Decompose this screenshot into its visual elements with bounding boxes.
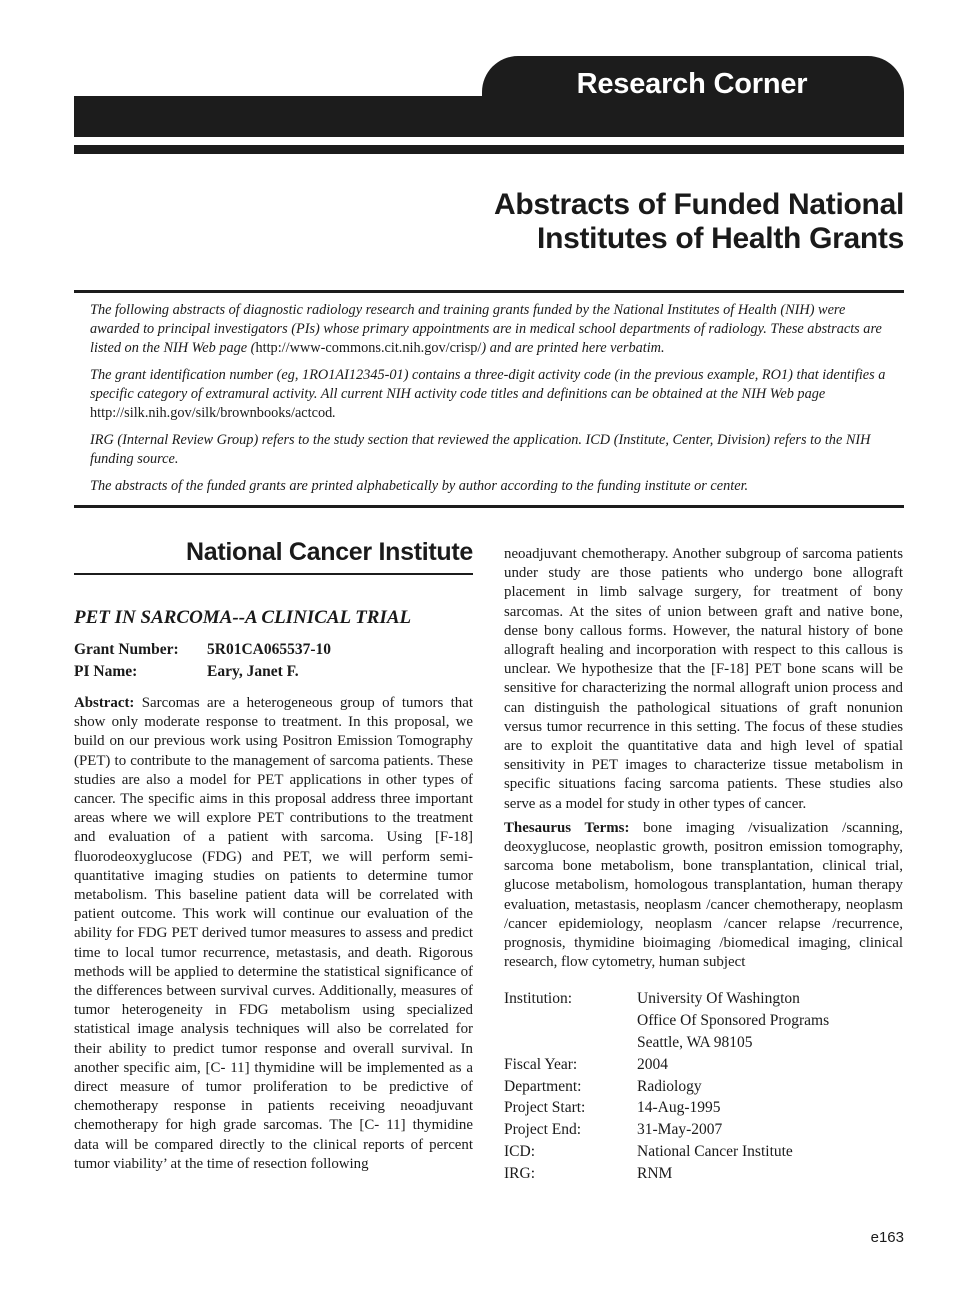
intro-paragraph-2	[90, 366, 890, 423]
fiscal-year-label: Fiscal Year:	[504, 1055, 578, 1073]
institution-row-2	[504, 1010, 903, 1032]
project-end-value: 31-May-2007	[637, 1121, 723, 1139]
institution-line-1: University Of Washington	[637, 990, 800, 1008]
fiscal-year-value: 2004	[637, 1055, 668, 1073]
intro-top-rule	[74, 290, 904, 293]
intro-paragraph-1	[90, 301, 890, 358]
intro-text: .	[332, 405, 336, 421]
page-title	[344, 188, 904, 256]
institution-line-2: Office Of Sponsored Programs	[637, 1012, 830, 1030]
section-title: Research Corner	[576, 68, 808, 100]
department-value: Radiology	[637, 1077, 702, 1095]
grant-number-row	[74, 639, 473, 661]
project-start-label: Project Start:	[504, 1099, 586, 1117]
abstract-body-left: Sarcomas are a heterogeneous group of tumors that show only moderate response to treatment. In this proposal, we build on our previous work using Positron Emission Tomography (PET) to contribute to the management of sarcoma patients. These studies are also a model for PET applications in other types of cancer. The specific aims in this proposal address three important areas where we will explore PET contributions to the treatment and evaluation of a patient with sarcoma. Using [F-18] fluorodeoxyglucose (FDG) and PET, we will perform semi-quantitative imaging studies on patients to determine tumor metabolism. This baseline patient data will be correlated with patient outcome. This work will continue our evaluation of the ability for FDG PET derived tumor measures to assess and predict time to local tumor recurrence, metastasis, and death. Rigorous methods will be applied to determine the statistical significance of the differences between survival curves. Additionally, measures of tumor heterogeneity in FDG metabolism using specialized statistical image analysis techniques will also be correlated for their ability to predict tumor response and overall survival. In another specific aim, [C- 11] thymidine will be implemented as a direct measure of tumor proliferation to be predictive of chemotherapy response in patients receiving neoadjuvant chemotherapy for high grade sarcomas. The [C- 11] thymidine data will be compared directly to the clinical reports of percent tumor viability’ at the time of resection following	[74, 695, 473, 1172]
intro-paragraph-3: IRG (Internal Review Group) refers to the study section that reviewed the application. ICD (Institute, Center, Division) refers to the NIH funding source.	[90, 432, 871, 467]
project-end-label: Project End:	[504, 1121, 582, 1139]
department-label: Department:	[504, 1077, 582, 1095]
department-row	[504, 1076, 903, 1098]
project-start-value: 14-Aug-1995	[637, 1099, 721, 1117]
institution-label: Institution:	[504, 990, 573, 1008]
right-column	[504, 545, 903, 1185]
pi-name-label: PI Name:	[74, 662, 138, 680]
intro-text: The grant identification number (eg, 1RO1AI12345-01) contains a three-digit activity code (in the previous example, RO1) that identifies a specific category of extramural activity. All current NIH activity code titles and definitions can be obtained at the NIH Web page	[90, 367, 886, 402]
project-start-row	[504, 1097, 903, 1119]
icd-label: ICD:	[504, 1143, 535, 1161]
intro-box	[90, 301, 890, 504]
abstract-label: Abstract:	[74, 695, 135, 711]
institution-row-3	[504, 1032, 903, 1054]
institution-row	[504, 988, 903, 1010]
grant-number-value: 5R01CA065537-10	[207, 641, 331, 658]
page-number: e163	[870, 1229, 904, 1246]
irg-label: IRG:	[504, 1164, 535, 1182]
thesaurus-terms	[504, 819, 903, 973]
project-title: PET IN SARCOMA--A CLINICAL TRIAL	[74, 607, 412, 628]
intro-paragraph-4: The abstracts of the funded grants are printed alphabetically by author according to the funding institute or center.	[90, 478, 749, 494]
abstract-text-left	[74, 694, 473, 1174]
thesaurus-text: bone imaging /visualization /scanning, deoxyglucose, neoplastic growth, positron emission tomography, sarcoma bone metabolism, bone transplantation, clinical trial, glucose metabolism, homologous transplantation, human therapy evaluation, metastasis, neoplasm /cancer chemotherapy, neoplasm /cancer epidemiology, neoplasm /cancer relapse /recurrence, prognosis, thymidine bioimaging /biomedical imaging, clinical research, flow cytometry, human subject	[504, 819, 903, 971]
crisp-url-link[interactable]: http://www-commons.cit.nih.gov/crisp/	[255, 340, 482, 356]
grant-details	[504, 988, 903, 1184]
intro-bottom-rule	[74, 505, 904, 508]
fiscal-year-row	[504, 1054, 903, 1076]
pi-name-value: Eary, Janet F.	[207, 662, 299, 680]
grant-number-label: Grant Number:	[74, 641, 179, 658]
left-column	[74, 538, 473, 1174]
irg-value: RNM	[637, 1164, 673, 1182]
page-title-line-2: Institutes of Health Grants	[537, 222, 904, 255]
actcod-url-link[interactable]: http://silk.nih.gov/silk/brownbooks/actcod	[90, 405, 333, 421]
institution-line-3: Seattle, WA 98105	[637, 1034, 753, 1052]
thesaurus-label: Thesaurus Terms:	[504, 819, 630, 836]
header-rule	[74, 145, 904, 154]
irg-row	[504, 1163, 903, 1185]
pi-name-row	[74, 661, 473, 683]
icd-value: National Cancer Institute	[637, 1143, 793, 1161]
project-end-row	[504, 1119, 903, 1141]
abstract-body-right: neoadjuvant chemotherapy. Another subgroup of sarcoma patients under study are those patients who undergo bone allograft placement in limb salvage surgery, for treatment of bony sarcomas. At the sites of union between graft and native bone, dense bony callous forms. However, the natural history of bone allograft healing and incorporation with respect to this callous is unclear. We hypothesize that the [F-18] PET bone scans will be sensitive for characterizing the normal allograft union process and can distinguish the pathological situations of graft nonunion versus tumor recurrence in this setting. The focus of these studies are to exploit the quantitative data and high level of spatial sensitivity in PET images to characterize tissue metabolism in specific situations facing sarcoma patients. These studies also serve as a model for study in other types of cancer.	[504, 546, 903, 812]
intro-text: ) and are printed here verbatim.	[481, 340, 665, 356]
page-title-line-1: Abstracts of Funded National	[494, 188, 904, 221]
icd-row	[504, 1141, 903, 1163]
intro-text: The following abstracts of diagnostic radiology research and training grants funded by the National Institutes of Health (NIH) were awarded to principal investigators (PIs) whose primary appointments are in medical school departments of radiology. These abstracts are listed on the NIH Web page (	[90, 302, 882, 356]
institute-heading: National Cancer Institute	[74, 538, 473, 575]
